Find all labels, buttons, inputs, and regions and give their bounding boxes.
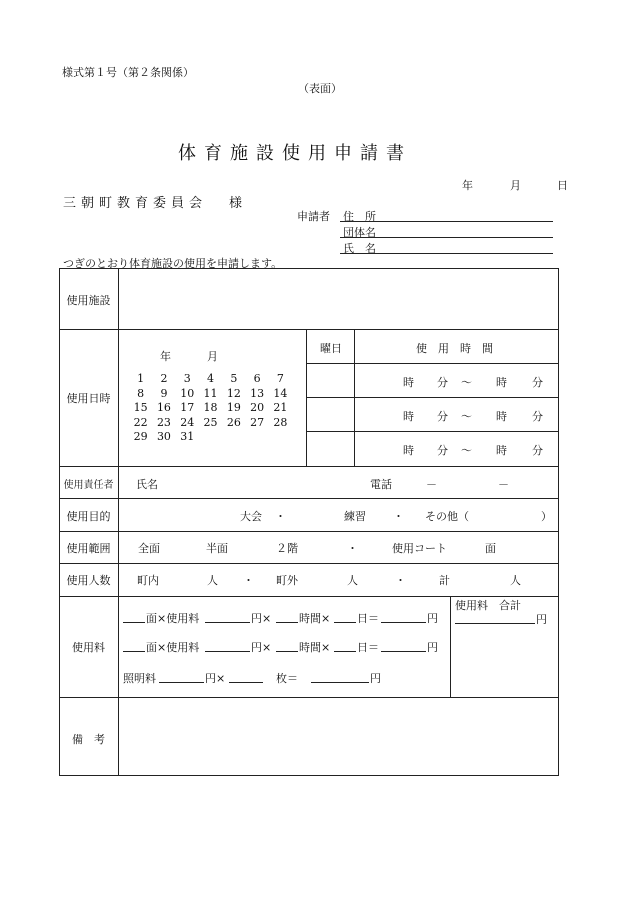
calendar-day[interactable]: 25	[203, 415, 218, 429]
addressee-honorific: 様	[229, 196, 243, 211]
calendar-days	[129, 372, 292, 445]
scope-full[interactable]: 全面	[138, 542, 160, 555]
calendar-week	[129, 416, 292, 431]
scope-court[interactable]: 使用コート	[392, 542, 447, 555]
calendar-day[interactable]: 13	[250, 386, 265, 400]
scope-court-unit: 面	[485, 542, 496, 555]
start-hour-unit: 時	[403, 444, 414, 457]
calendar-day[interactable]: 31	[180, 430, 195, 443]
calendar-day[interactable]: 30	[156, 430, 171, 443]
calendar-day[interactable]: 2	[160, 372, 168, 385]
weekday-header: 曜日	[320, 342, 342, 355]
calendar-day[interactable]: 10	[180, 386, 195, 400]
calendar-week	[129, 387, 292, 402]
form-number: 様式第１号（第２条関係）	[62, 66, 194, 79]
calendar-day[interactable]: 8	[137, 386, 145, 400]
calendar-day[interactable]: 17	[180, 401, 195, 414]
separator-dot: ・	[393, 510, 404, 523]
end-minute-unit: 分	[532, 376, 543, 389]
purpose-other[interactable]: その他（	[425, 510, 469, 523]
start-minute-unit: 分	[437, 376, 448, 389]
lighting-fee-field[interactable]	[159, 682, 204, 683]
subtotal-field[interactable]	[381, 651, 426, 652]
scope-second-floor[interactable]: ２階	[276, 542, 298, 555]
calendar-day[interactable]: 5	[230, 372, 238, 385]
weekday-field[interactable]	[308, 399, 353, 430]
lighting-yen-times: 円×	[205, 672, 226, 685]
fee-courts-label: 面×使用料	[146, 612, 200, 625]
calendar-day[interactable]: 29	[133, 430, 148, 443]
calendar-day[interactable]: 24	[180, 415, 195, 429]
start-minute-unit: 分	[437, 444, 448, 457]
label-column-divider	[118, 268, 119, 776]
date-year: 年	[462, 179, 473, 192]
calendar-day[interactable]: 9	[160, 386, 168, 400]
fee-yen-end: 円	[427, 641, 438, 654]
lighting-sheets-label: 枚＝	[276, 672, 298, 685]
end-minute-unit: 分	[532, 410, 543, 423]
applicant-group-label: 団体名	[343, 226, 376, 239]
count-out-town: 町外	[276, 574, 298, 587]
fee-yen-times: 円×	[251, 612, 272, 625]
lighting-total-field[interactable]	[311, 682, 369, 683]
fee-hours-label: 時間×	[299, 641, 331, 654]
fee-amount-field[interactable]	[205, 622, 250, 623]
responsible-name-label: 氏名	[136, 478, 158, 491]
calendar-day[interactable]: 14	[273, 386, 288, 400]
fee-total-field[interactable]	[455, 623, 535, 624]
applicant-address-field[interactable]	[340, 221, 553, 222]
calendar-week	[129, 430, 292, 445]
fee-amount-field[interactable]	[205, 651, 250, 652]
end-hour-unit: 時	[496, 444, 507, 457]
row-label-responsible: 使用責任者	[63, 480, 114, 491]
responsible-phone-label: 電話	[370, 478, 392, 491]
fee-hours-label: 時間×	[299, 612, 331, 625]
purpose-close-paren: ）	[541, 510, 552, 523]
end-hour-unit: 時	[496, 376, 507, 389]
calendar-day[interactable]: 28	[273, 415, 288, 429]
calendar-day[interactable]: 11	[203, 386, 218, 400]
calendar-day[interactable]: 1	[137, 372, 145, 385]
calendar-day[interactable]: 19	[226, 401, 241, 414]
remarks-field[interactable]	[120, 699, 557, 775]
tilde: ～	[461, 410, 472, 423]
calendar-week	[129, 401, 292, 416]
facility-field[interactable]	[120, 270, 557, 328]
calendar-day[interactable]: 16	[156, 401, 171, 414]
fee-days-label: 日＝	[357, 641, 379, 654]
applicant-label: 申請者	[297, 210, 330, 223]
separator-dot: ・	[347, 542, 358, 555]
calendar-day[interactable]: 18	[203, 401, 218, 414]
count-in-town: 町内	[137, 574, 159, 587]
calendar-day[interactable]: 21	[273, 401, 288, 414]
calendar-day[interactable]: 7	[276, 372, 284, 385]
row-label-fee: 使用料	[72, 641, 105, 654]
days-field[interactable]	[334, 651, 356, 652]
applicant-address-label: 住 所	[343, 210, 376, 223]
purpose-tournament[interactable]: 大会	[240, 510, 262, 523]
days-field[interactable]	[334, 622, 356, 623]
lighting-label: 照明料	[123, 672, 156, 685]
count-unit: 人	[347, 574, 358, 587]
tilde: ～	[461, 376, 472, 389]
row-label-count: 使用人数	[66, 574, 111, 587]
calendar-month-label: 月	[207, 350, 218, 363]
page-title: 体育施設使用申請書	[178, 143, 412, 164]
count-unit: 人	[207, 574, 218, 587]
row-label-facility: 使用施設	[66, 294, 111, 307]
calendar-year-label: 年	[160, 350, 171, 363]
calendar-day[interactable]: 27	[250, 415, 265, 429]
purpose-practice[interactable]: 練習	[344, 510, 366, 523]
calendar-day[interactable]: 20	[250, 401, 265, 414]
date-month: 月	[510, 179, 521, 192]
weekday-field[interactable]	[308, 433, 353, 464]
phone-dash: －	[498, 478, 509, 491]
separator-dot: ・	[395, 574, 406, 587]
weekday-field[interactable]	[308, 365, 353, 396]
side-label: （表面）	[298, 82, 342, 95]
sheets-field[interactable]	[229, 682, 263, 683]
calendar-day[interactable]: 22	[133, 415, 148, 429]
start-hour-unit: 時	[403, 410, 414, 423]
fee-days-label: 日＝	[357, 612, 379, 625]
addressee-name: 三朝町教育委員会	[63, 196, 208, 211]
calendar-week	[129, 372, 292, 387]
fee-total-label: 使用料 合計	[455, 599, 521, 612]
hours-field[interactable]	[276, 651, 298, 652]
applicant-name-label: 氏 名	[343, 242, 376, 255]
subtotal-field[interactable]	[381, 622, 426, 623]
applicant-name-field[interactable]	[340, 253, 553, 254]
phone-dash: －	[426, 478, 437, 491]
scope-half[interactable]: 半面	[206, 542, 228, 555]
separator-dot: ・	[275, 510, 286, 523]
tilde: ～	[461, 444, 472, 457]
courts-field[interactable]	[123, 651, 145, 652]
calendar-day[interactable]: 6	[253, 372, 261, 385]
fee-yen-end: 円	[427, 612, 438, 625]
calendar-day[interactable]: 15	[133, 401, 148, 414]
start-hour-unit: 時	[403, 376, 414, 389]
time-header: 使 用 時 間	[416, 342, 493, 355]
fee-courts-label: 面×使用料	[146, 641, 200, 654]
courts-field[interactable]	[123, 622, 145, 623]
end-minute-unit: 分	[532, 444, 543, 457]
intro-text: つぎのとおり体育施設の使用を申請します。	[63, 257, 283, 270]
fee-total-yen: 円	[536, 613, 547, 626]
lighting-yen-end: 円	[370, 672, 381, 685]
calendar-day[interactable]: 4	[207, 372, 215, 385]
row-label-datetime: 使用日時	[66, 392, 111, 405]
calendar-day[interactable]: 12	[226, 386, 241, 400]
fee-yen-times: 円×	[251, 641, 272, 654]
row-label-scope: 使用範囲	[66, 542, 111, 555]
end-hour-unit: 時	[496, 410, 507, 423]
date-day: 日	[557, 179, 568, 192]
applicant-group-field[interactable]	[340, 237, 553, 238]
calendar-day[interactable]: 23	[156, 415, 171, 429]
separator-dot: ・	[243, 574, 254, 587]
calendar-day[interactable]: 3	[183, 372, 191, 385]
count-unit: 人	[510, 574, 521, 587]
calendar-day[interactable]: 26	[226, 415, 241, 429]
row-label-remarks: 備 考	[72, 733, 105, 746]
count-total: 計	[439, 574, 450, 587]
start-minute-unit: 分	[437, 410, 448, 423]
hours-field[interactable]	[276, 622, 298, 623]
row-label-purpose: 使用目的	[66, 510, 111, 523]
